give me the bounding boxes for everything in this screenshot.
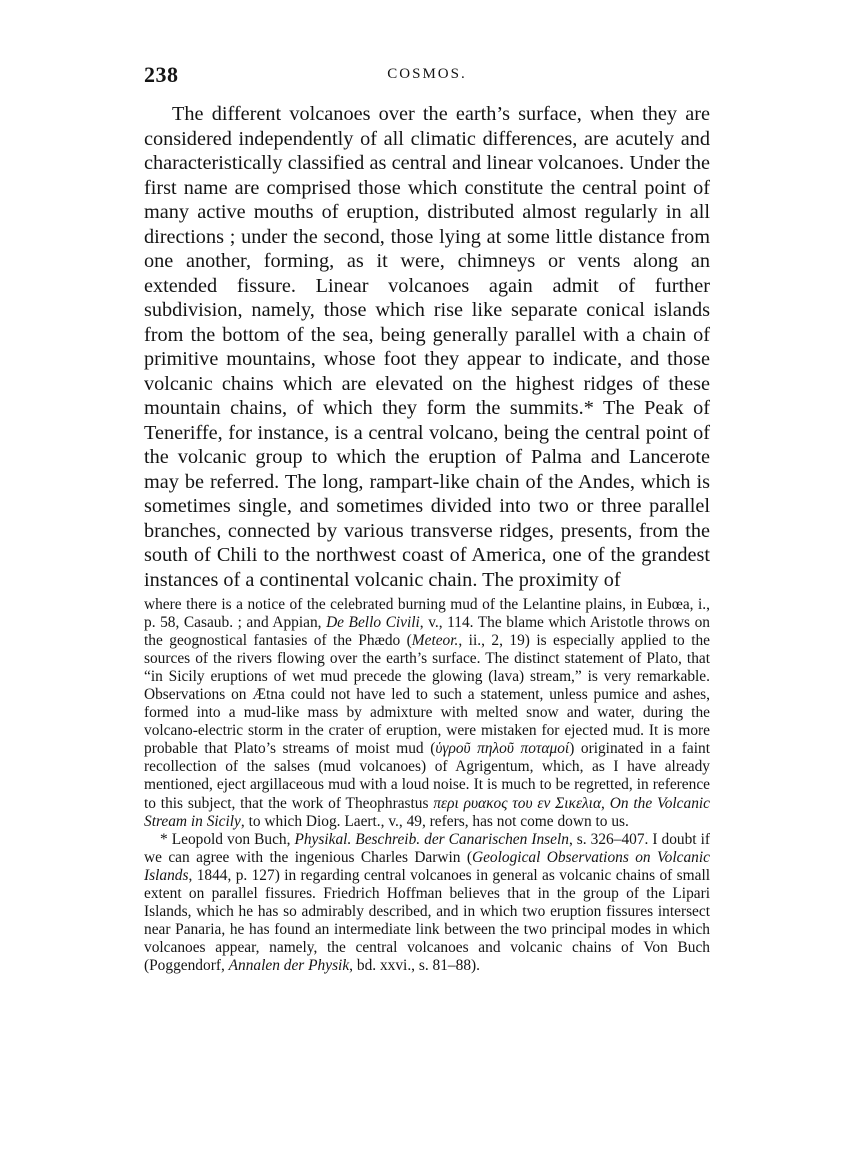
footnote-italic: Geological Observations on Volcanic Islands xyxy=(144,848,710,884)
footnote-text: , to which Diog. Laert., v., 49, refers, has not come down to us. xyxy=(240,812,629,830)
main-paragraph: The different volcanoes over the earth’s surface, when they are considered independently of all climatic differences, are acutely and characteristically classified as central and linear volcanoes. Under the first name are comprised those which constitute the central point of many active mouths of eruption, distributed almost regularly in all directions ; under the second, those lying at some little distance from one another, forming, as it were, chimneys or vents along an extended fissure. Linear volcanoes again admit of further subdivision, namely, those which rise like separate conical islands from the bottom of the sea, being generally parallel with a chain of primitive mountains, whose foot they appear to indicate, and those volcanic chains which are elevated on the highest ridges of these mountain chains, of which they form the summits.* The Peak of Teneriffe, for instance, is a central volcano, being the central point of the volcanic group to which the eruption of Palma and Lancerote may be referred. The long, rampart-like chain of the Andes, which is sometimes single, and sometimes divided into two or three parallel branches, connected by various transverse ridges, presents, from the south of Chili to the northwest coast of America, one of the grandest instances of a continental volcanic chain. The proximity of xyxy=(144,103,710,591)
footnote-italic: Annalen der Physik xyxy=(228,956,350,974)
footnote-italic: On the Volcanic Stream in Sicily xyxy=(144,794,710,830)
footnote-italic: De Bello Civili xyxy=(326,614,420,632)
footnote-italic: Physikal. Beschreib. der Canarischen Inseln xyxy=(294,830,569,848)
footnote-continued xyxy=(144,596,710,831)
running-head: COSMOS. xyxy=(387,66,467,82)
footnote-text: * Leopold von Buch, xyxy=(160,830,295,848)
footnote-italic: Meteor. xyxy=(411,632,459,650)
footnotes xyxy=(144,596,710,975)
footnote-text: , xyxy=(601,794,610,812)
page-header xyxy=(144,62,710,92)
footnote-text: where there is a notice of the celebrated burning mud of the Lelantine plains, in Eubœa, i., p. 58, Casaub. ; and Appian, xyxy=(144,596,710,632)
page-number: 238 xyxy=(144,62,179,87)
footnote-greek: περι ρυακος του εν Σικελια xyxy=(433,794,602,812)
footnote-star xyxy=(144,831,710,975)
footnote-text: ) originated in a faint recollection of the salses (mud volcanoes) of Agrigentum, which, as I have already mentioned, eject argillaceous mud with a loud noise. It is much to be regretted, in reference to this subject, that the work of Theophrastus xyxy=(144,740,710,812)
footnote-text: , v., 114. The blame which Aristotle throws on the geognostical fantasies of the Phædo ( xyxy=(144,614,710,650)
footnote-text: , s. 326–407. I doubt if we can agree with the ingenious Charles Darwin ( xyxy=(144,830,710,866)
footnote-text: , ii., 2, 19) is especially applied to the sources of the rivers flowing over the earth’s surface. The distinct statement of Plato, that “in Sicily eruptions of wet mud precede the glowing (lava) stream,” is very remarkable. Observations on Ætna could not have led to such a statement, unless pumice and ashes, formed into a mud-like mass by admixture with melted snow and water, during the volcano-electric storm in the crater of eruption, were mistaken for ejected mud. It is more probable that Plato’s streams of moist mud ( xyxy=(144,632,711,758)
footnote-greek: ὑγροῦ πηλοῦ ποταμοί xyxy=(435,740,570,758)
footnote-text: , bd. xxvi., s. 81–88). xyxy=(349,956,480,974)
book-page xyxy=(144,62,710,975)
footnote-text: , 1844, p. 127) in regarding central volcanoes in general as volcanic chains of small extent on parallel fissures. Friedrich Hoffman believes that in the group of the Lipari Islands, which he has so admirably described, and in which two eruption fissures intersect near Panaria, he has found an intermediate link between the two principal modes in which volcanoes appear, namely, the central volcanoes and volcanic chains of Von Buch (Poggendorf, xyxy=(144,866,710,974)
